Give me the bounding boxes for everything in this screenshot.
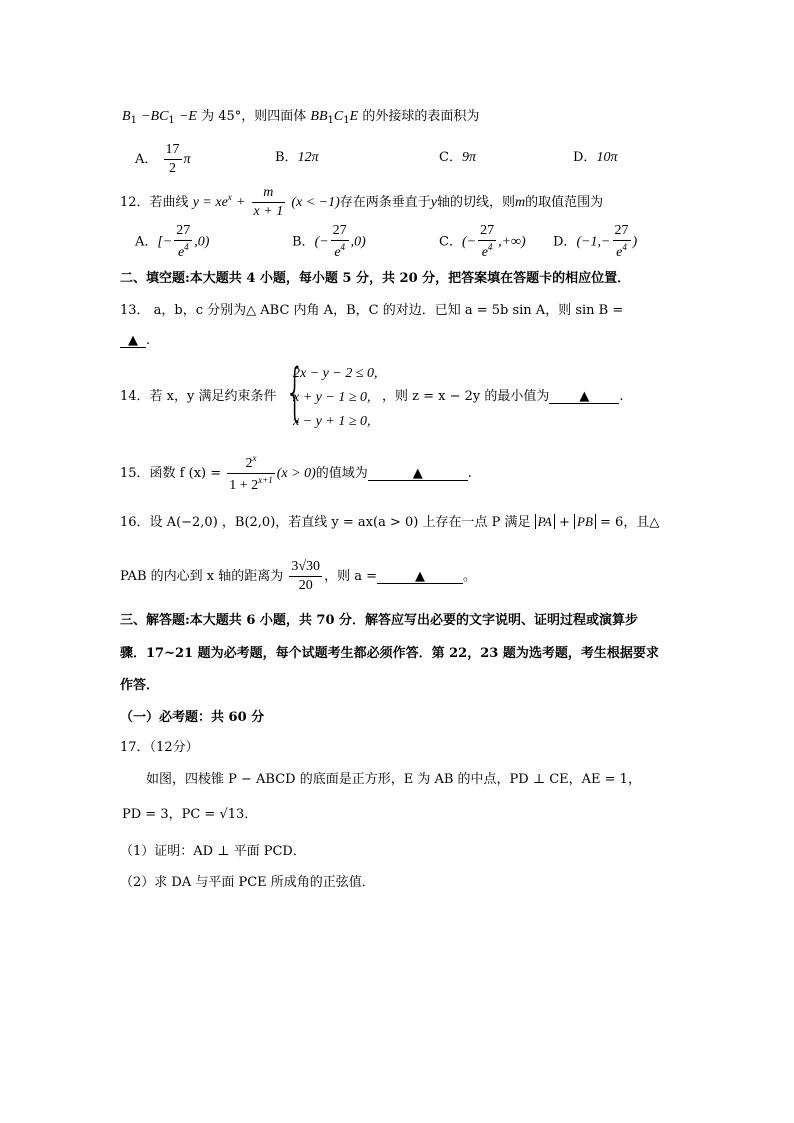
option-label: C． [439,150,462,165]
frac-den [613,240,631,260]
end-punct: . [467,466,472,481]
den-base: 1 + 2 [229,478,259,493]
sup-4: 4 [487,242,493,252]
q11-text2: 的外接球的表面积为 [362,109,480,124]
frac-num: 27 [176,223,191,238]
q17-sub2: （2）求 DA 与平面 PCE 所成角的正弦值． [120,875,375,890]
option-label: D． [553,234,577,250]
fraction [174,224,192,260]
option-label: A． [135,152,158,167]
sup-4: 4 [340,242,346,252]
frac-den: 20 [289,576,322,593]
q16-text-b: = 6，且△ [600,515,660,530]
option-right: ,0) [350,234,366,250]
frac-den: x + 1 [253,204,284,219]
triangle-mark-icon: ▲ [412,466,423,481]
q11-dihedral: −BC [141,109,169,124]
q11-option-d [573,151,617,165]
sub-1c: 1 [327,115,334,126]
frac-den [478,240,496,260]
frac-den [174,240,192,260]
q16-text-d: ，则 a = [324,569,377,584]
frac-den [227,473,274,493]
abs-pa: PA [535,514,555,529]
q16-text-a: 16．设 A(−2,0) ，B(2,0)，若直线 y = ax(a > 0) 上存在一点 P 满足 [120,515,531,530]
option-label: C． [439,234,462,250]
sub-1: 1 [130,115,137,126]
frac-num: 3√30 [291,559,321,574]
q11-e: −E [178,109,197,124]
option-value: 12π [297,150,319,165]
q17-line2: PD = 3，PC = √13． [122,807,258,822]
q12-stem [120,186,603,219]
q15-stem [120,454,472,493]
q15-pre: 15．函数 f (x) = [120,466,222,481]
q11-solid: BB [310,109,328,124]
answer-blank [368,467,468,481]
q14-pre: 14．若 x，y 满足约束条件 [120,389,277,404]
triangle-mark-icon: ▲ [414,569,425,584]
q12-option-a [135,224,209,260]
q14-constraint-3: x − y + 1 ≥ 0, [293,414,371,429]
sub-1b: 1 [168,115,175,126]
end-punct: . [619,389,624,404]
den-e: e [481,245,488,260]
q12-text-d: 的取值范围为 [525,195,604,210]
frac-num: 27 [614,223,629,238]
end-punct: . [146,333,151,348]
triangle-mark-icon: ▲ [579,389,590,404]
fraction [331,224,349,260]
q16-line2 [120,560,476,593]
section-3-line3: 作答． [120,678,160,693]
q17-sub1: （1）证明：AD ⊥ 平面 PCD． [120,844,306,859]
sup-4: 4 [184,242,189,252]
q17-line1: 如图，四棱锥 P − ABCD 的底面是正方形，E 为 AB 的中点，PD ⊥ CE，AE = 1， [146,772,641,787]
den-e: e [616,245,623,260]
q14-post-text: ，则 z = x − 2y 的最小值为 [382,389,550,404]
fraction [227,454,274,493]
sup-x1: x+1 [258,475,273,485]
option-left: (− [314,234,329,250]
brace-icon: { [285,355,305,428]
q15-post: 的值域为 [315,466,368,481]
q16-line1: 16．设 A(−2,0) ，B(2,0)，若直线 y = ax(a > 0) 上存在一点 P 满足 PA + PB = 6，且△ [120,514,660,530]
q12-text-c: 轴的切线，则 [437,195,516,210]
triangle-mark-icon: ▲ [128,333,138,348]
question-number: 12． [120,195,150,210]
q11-option-a [135,143,191,176]
fraction [478,224,496,260]
q12-option-c [439,224,526,260]
q13-answer-line [120,334,150,348]
option-right: ,+∞) [498,234,526,250]
frac-num: 27 [332,223,347,238]
option-left: (−1,− [576,234,611,250]
answer-blank [120,334,146,348]
q17-head: 17．（12分） [120,740,199,755]
pi-symbol: π [183,152,191,167]
q12-y: y [430,195,438,210]
option-right: ,0) [194,234,210,250]
section-2-heading: 二、填空题:本大题共 4 小题，每小题 5 分，共 20 分，把答案填在答题卡的相应位置． [120,271,631,286]
q12-option-b [292,224,366,260]
q16-text-c: PAB 的内心到 x 轴的距离为 [120,569,284,584]
num-2: 2 [245,456,253,471]
q11-b1: B [122,109,131,124]
end-punct: 。 [462,569,476,584]
q11-solid2: C [333,109,344,124]
q11-tail [122,110,479,126]
fraction [164,143,182,176]
fraction [613,224,631,260]
frac-num: 17 [165,142,180,157]
q11-solid3: E [349,109,359,124]
q12-m: m [515,195,526,210]
q14-constraint-2: x + y − 1 ≥ 0, [293,390,371,405]
frac-num: m [263,185,274,200]
option-left: (− [461,234,477,250]
q13-stem: 13． a，b，c 分别为△ ABC 内角 A，B，C 的对边．已知 a = 5b sin A，则 sin B = [120,303,624,318]
fraction [289,560,322,593]
option-left: [− [157,234,173,250]
option-label: D． [573,150,597,165]
frac-num: 27 [480,223,495,238]
q14-constraint-1: 2x − y − 2 ≤ 0, [293,366,378,381]
q12-expr-a: y = xe [192,195,228,210]
option-label: A． [135,234,158,250]
sub-1d: 1 [343,115,350,126]
section-3-line2: 骤．17~21 题为必考题，每个试题考生都必须作答．第 22，23 题为选考题，考生根据要求 [120,646,659,661]
answer-blank [549,390,619,404]
part-1-heading: （一）必考题：共 60 分 [120,710,265,725]
frac-den: 2 [164,159,182,176]
den-e: e [334,245,341,260]
q11-option-c [439,151,476,165]
q12-text-b: 存在两条垂直于 [339,195,431,210]
sup-x: x [252,453,257,463]
sup-4: 4 [622,242,627,252]
fraction [252,186,286,219]
abs-pb: PB [574,514,596,529]
frac-den [331,240,349,260]
q12-cond: (x < −1) [291,195,340,210]
option-label: B． [292,234,315,250]
q11-text1: 为 45°，则四面体 [201,109,307,124]
section-3-line1: 三、解答题:本大题共 6 小题，共 70 分．解答应写出必要的文字说明、证明过程或演算步 [120,613,639,628]
option-value: 10π [596,150,618,165]
q12-text-a: 若曲线 [149,195,189,210]
q15-cond: (x > 0) [276,466,316,481]
q14-post [382,390,624,404]
frac-num [227,454,274,473]
answer-blank [377,570,463,584]
den-e: e [177,245,185,260]
sup-x: x [227,192,232,202]
q11-option-b [275,151,319,165]
q12-option-d [553,224,637,260]
option-value: 9π [461,150,476,165]
option-right: ) [632,234,638,250]
option-label: B． [275,150,298,165]
q12-expr-b: + [235,195,246,210]
